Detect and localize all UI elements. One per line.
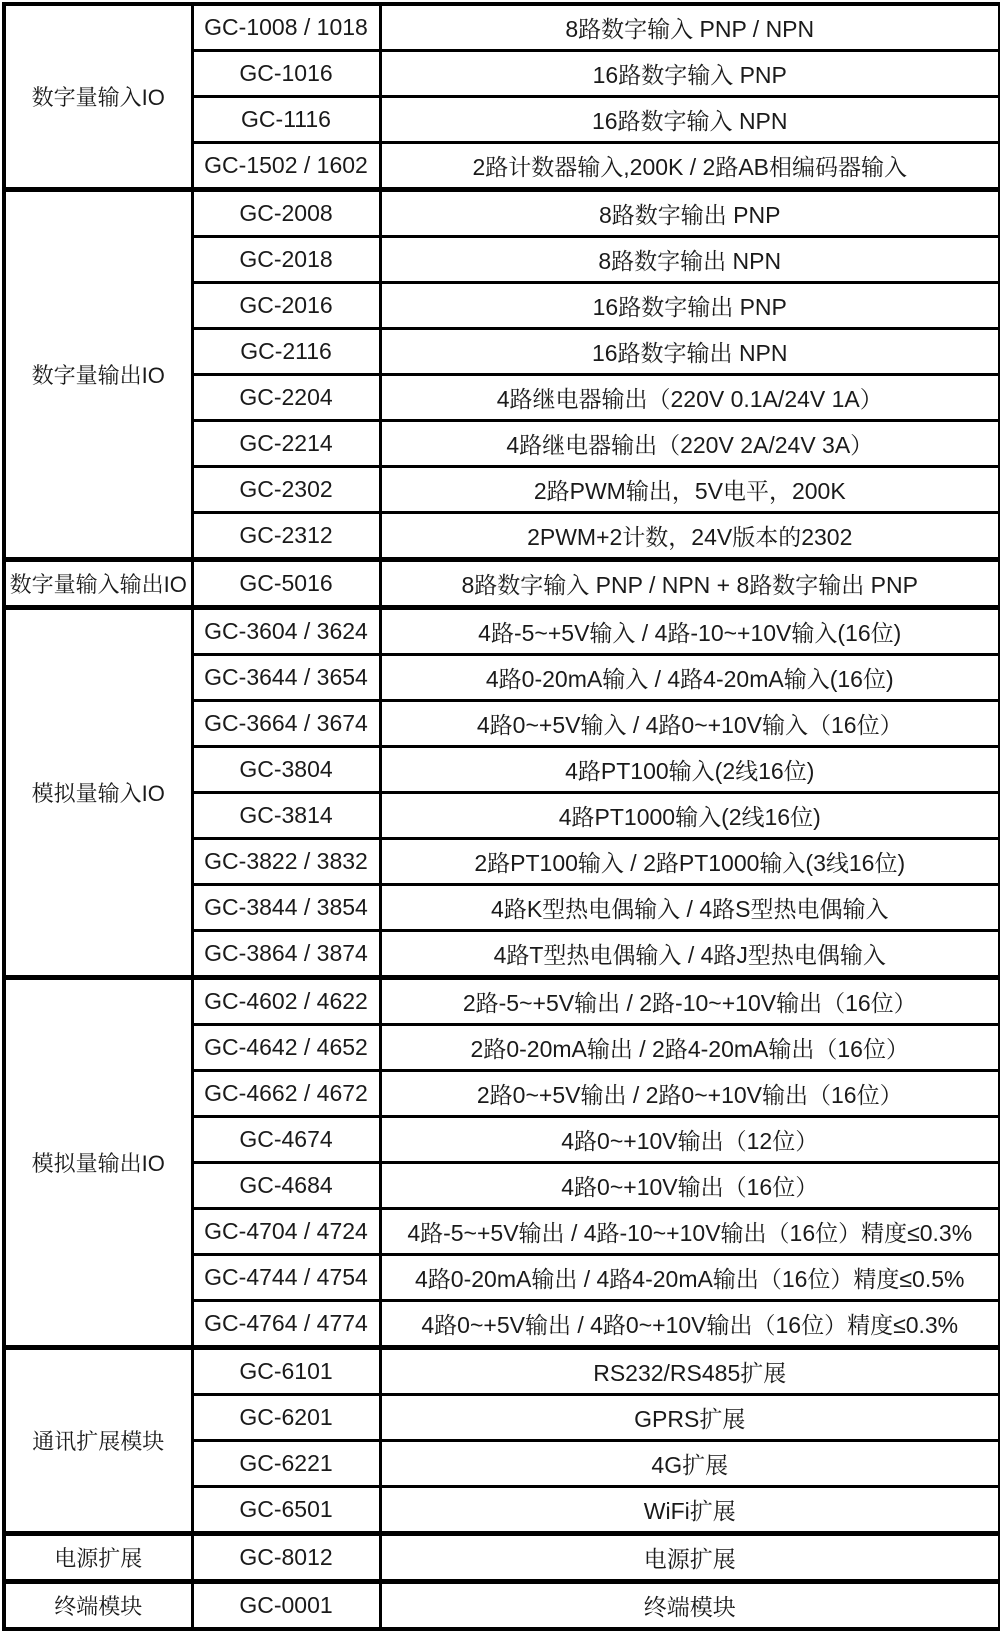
description-cell: 16路数字输出 PNP (380, 283, 1000, 329)
description-cell: 4路0~+10V输出（16位） (380, 1163, 1000, 1209)
model-cell: GC-2312 (192, 513, 380, 560)
model-cell: GC-3604 / 3624 (192, 608, 380, 655)
model-cell: GC-1116 (192, 97, 380, 143)
model-cell: GC-2214 (192, 421, 380, 467)
description-cell: 2路计数器输入,200K / 2路AB相编码器输入 (380, 143, 1000, 190)
description-cell: RS232/RS485扩展 (380, 1348, 1000, 1395)
description-cell: 4路继电器输出（220V 0.1A/24V 1A） (380, 375, 1000, 421)
model-cell: GC-4602 / 4622 (192, 978, 380, 1025)
model-cell: GC-2204 (192, 375, 380, 421)
module-spec-table (2, 2, 1000, 1631)
description-cell: 8路数字输出 NPN (380, 237, 1000, 283)
table-row (4, 608, 1000, 655)
model-cell: GC-6501 (192, 1487, 380, 1534)
description-cell: 8路数字输入 PNP / NPN + 8路数字输出 PNP (380, 560, 1000, 608)
model-cell: GC-3822 / 3832 (192, 839, 380, 885)
description-cell: WiFi扩展 (380, 1487, 1000, 1534)
model-cell: GC-3844 / 3854 (192, 885, 380, 931)
model-cell: GC-5016 (192, 560, 380, 608)
description-cell: GPRS扩展 (380, 1395, 1000, 1441)
model-cell: GC-3804 (192, 747, 380, 793)
model-cell: GC-2016 (192, 283, 380, 329)
table-row (4, 4, 1000, 51)
description-cell: 16路数字输入 PNP (380, 51, 1000, 97)
description-cell: 4路0-20mA输出 / 4路4-20mA输出（16位）精度≤0.5% (380, 1255, 1000, 1301)
description-cell: 4路PT100输入(2线16位) (380, 747, 1000, 793)
model-cell: GC-3864 / 3874 (192, 931, 380, 978)
category-cell: 数字量输入IO (4, 4, 192, 190)
model-cell: GC-4704 / 4724 (192, 1209, 380, 1255)
description-cell: 4路0~+10V输出（12位） (380, 1117, 1000, 1163)
table-row (4, 1582, 1000, 1630)
description-cell: 4路继电器输出（220V 2A/24V 3A） (380, 421, 1000, 467)
description-cell: 2路PWM输出，5V电平，200K (380, 467, 1000, 513)
model-cell: GC-3644 / 3654 (192, 655, 380, 701)
table-row (4, 1534, 1000, 1582)
category-cell: 电源扩展 (4, 1534, 192, 1582)
table-row (4, 560, 1000, 608)
model-cell: GC-4764 / 4774 (192, 1301, 380, 1348)
description-cell: 4路0~+5V输出 / 4路0~+10V输出（16位）精度≤0.3% (380, 1301, 1000, 1348)
model-cell: GC-0001 (192, 1582, 380, 1630)
description-cell: 4路0-20mA输入 / 4路4-20mA输入(16位) (380, 655, 1000, 701)
model-cell: GC-2302 (192, 467, 380, 513)
description-cell: 2PWM+2计数，24V版本的2302 (380, 513, 1000, 560)
description-cell: 8路数字输入 PNP / NPN (380, 4, 1000, 51)
model-cell: GC-6221 (192, 1441, 380, 1487)
model-cell: GC-6101 (192, 1348, 380, 1395)
model-cell: GC-2018 (192, 237, 380, 283)
model-cell: GC-8012 (192, 1534, 380, 1582)
category-cell: 通讯扩展模块 (4, 1348, 192, 1534)
model-cell: GC-4642 / 4652 (192, 1025, 380, 1071)
description-cell: 2路0-20mA输出 / 2路4-20mA输出（16位） (380, 1025, 1000, 1071)
model-cell: GC-1008 / 1018 (192, 4, 380, 51)
description-cell: 2路0~+5V输出 / 2路0~+10V输出（16位） (380, 1071, 1000, 1117)
category-cell: 数字量输出IO (4, 190, 192, 560)
table-row (4, 190, 1000, 237)
category-cell: 数字量输入输出IO (4, 560, 192, 608)
table-row (4, 978, 1000, 1025)
description-cell: 4路0~+5V输入 / 4路0~+10V输入（16位） (380, 701, 1000, 747)
description-cell: 16路数字输入 NPN (380, 97, 1000, 143)
category-cell: 模拟量输出IO (4, 978, 192, 1348)
description-cell: 4G扩展 (380, 1441, 1000, 1487)
model-cell: GC-1502 / 1602 (192, 143, 380, 190)
model-cell: GC-2116 (192, 329, 380, 375)
model-cell: GC-1016 (192, 51, 380, 97)
description-cell: 电源扩展 (380, 1534, 1000, 1582)
description-cell: 4路-5~+5V输出 / 4路-10~+10V输出（16位）精度≤0.3% (380, 1209, 1000, 1255)
model-cell: GC-3814 (192, 793, 380, 839)
model-cell: GC-4662 / 4672 (192, 1071, 380, 1117)
model-cell: GC-4684 (192, 1163, 380, 1209)
table-row (4, 1348, 1000, 1395)
description-cell: 4路K型热电偶输入 / 4路S型热电偶输入 (380, 885, 1000, 931)
description-cell: 4路PT1000输入(2线16位) (380, 793, 1000, 839)
category-cell: 模拟量输入IO (4, 608, 192, 978)
description-cell: 终端模块 (380, 1582, 1000, 1630)
description-cell: 2路PT100输入 / 2路PT1000输入(3线16位) (380, 839, 1000, 885)
model-cell: GC-3664 / 3674 (192, 701, 380, 747)
category-cell: 终端模块 (4, 1582, 192, 1630)
model-cell: GC-4744 / 4754 (192, 1255, 380, 1301)
module-table-body (4, 4, 1000, 1629)
description-cell: 8路数字输出 PNP (380, 190, 1000, 237)
description-cell: 16路数字输出 NPN (380, 329, 1000, 375)
model-cell: GC-6201 (192, 1395, 380, 1441)
description-cell: 4路-5~+5V输入 / 4路-10~+10V输入(16位) (380, 608, 1000, 655)
model-cell: GC-2008 (192, 190, 380, 237)
model-cell: GC-4674 (192, 1117, 380, 1163)
description-cell: 4路T型热电偶输入 / 4路J型热电偶输入 (380, 931, 1000, 978)
description-cell: 2路-5~+5V输出 / 2路-10~+10V输出（16位） (380, 978, 1000, 1025)
